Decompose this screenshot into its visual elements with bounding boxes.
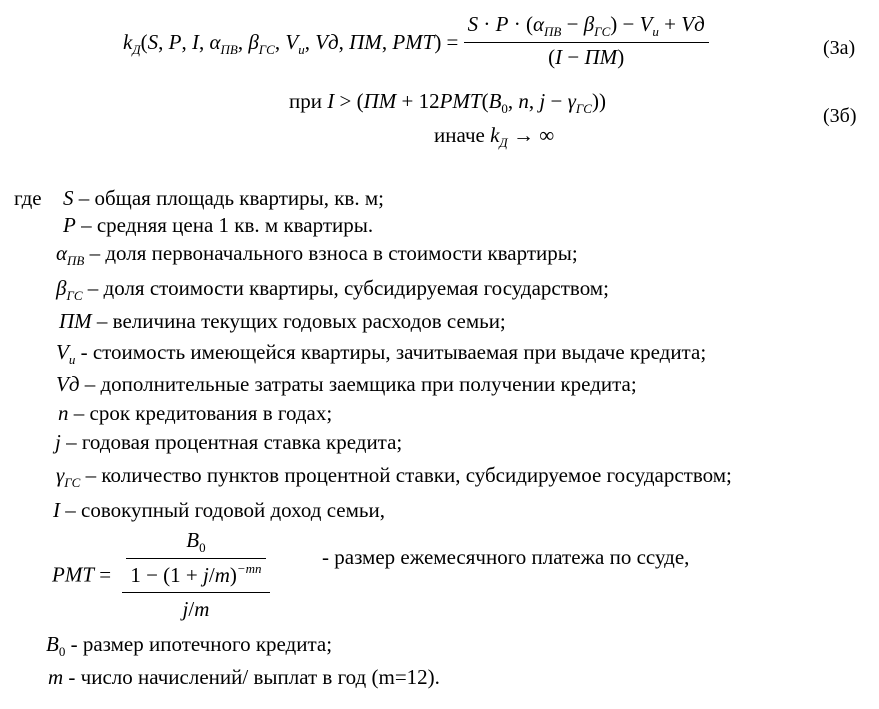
formula-3b-otherwise: иначе $k_Д$ → ∞ <box>434 123 555 150</box>
definition-item: $V_и$ - стоимость имеющейся квартиры, зачитываемая при выдаче кредита; <box>56 340 707 367</box>
equation-number-3a: (3а) <box>823 37 856 59</box>
pmt-formula: PMT = $\frac{\frac{B_0}{1 - (1 + j/m)^{-mn}}}{j/m}$ <box>52 528 270 622</box>
m-definition: m - число начислений/ выплат в год (m=12). <box>48 665 440 689</box>
pmt-description: - размер ежемесячного платежа по ссуде, <box>322 545 690 569</box>
formula-3b-condition: при $I > (ПМ + 12PMT(B_0$, n, $j - \gamma_{ГС}$)) <box>289 89 606 116</box>
definition-item: Vд – дополнительные затраты заемщика при получении кредита; <box>56 372 637 396</box>
definition-item: n – срок кредитования в годах; <box>58 401 333 425</box>
formula-3a-fraction: $\frac{S \cdot P \cdot (\alpha_{ПВ} - \beta_{ГС}) - V_и + Vд}{(I - ПМ)}$ <box>464 12 709 70</box>
definition-item: $\alpha_{ПВ}$ – доля первоначального взноса в стоимости квартиры; <box>56 241 578 268</box>
condition-word: при <box>289 89 322 113</box>
definition-item: $\gamma_{ГС}$ – количество пунктов процентной ставки, субсидируемое государством; <box>56 463 732 490</box>
where-word: где <box>14 186 42 210</box>
pmt-inner-fraction: $\frac{B_0}{1 - (1 + j/m)^{-mn}}$ <box>126 528 265 588</box>
definition-item: ПМ – величина текущих годовых расходов семьи; <box>59 309 506 333</box>
b0-definition: $B_0$ - размер ипотечного кредита; <box>46 632 333 659</box>
pmt-fraction: $\frac{\frac{B_0}{1 - (1 + j/m)^{-mn}}}{j/m}$ <box>122 528 269 622</box>
definition-item: S – общая площадь квартиры, кв. м; <box>63 186 384 210</box>
definition-item: I – совокупный годовой доход семьи, <box>53 498 385 522</box>
otherwise-word: иначе <box>434 123 485 147</box>
equation-number-3b: (3б) <box>823 105 857 127</box>
formula-3a: $k_Д(S$, P, I, $\alpha_{ПВ}$, $\beta_{ГС}$, $V_и$, Vд, ПМ, PMT) = $\frac{S \cdot P \cdot (\alpha_{ПВ} - \beta_{ГС}) - V_и + Vд}{(I - ПМ)}$ <box>123 18 709 70</box>
definition-item: $\beta_{ГС}$ – доля стоимости квартиры, субсидируемая государством; <box>56 276 609 303</box>
definition-item: j – годовая процентная ставка кредита; <box>55 430 403 454</box>
definition-item: P – средняя цена 1 кв. м квартиры. <box>63 213 374 237</box>
